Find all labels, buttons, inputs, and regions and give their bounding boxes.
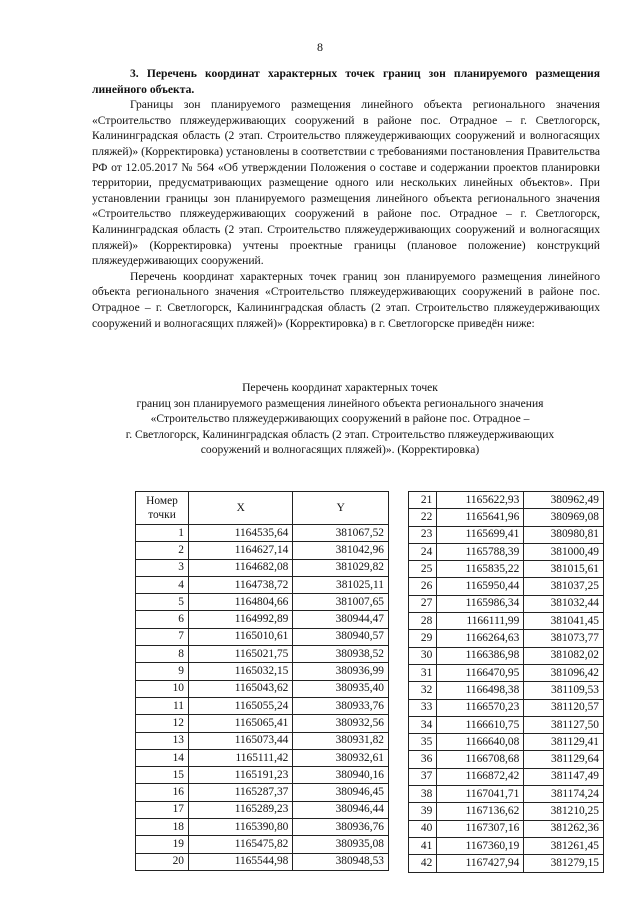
point-number: 6 xyxy=(136,611,189,628)
header-number-line1: Номер xyxy=(146,495,178,507)
point-number: 15 xyxy=(136,767,189,784)
table-row xyxy=(136,611,389,628)
coordinate-y: 380936,99 xyxy=(293,663,389,680)
point-number: 24 xyxy=(409,543,437,560)
coordinate-y: 380940,16 xyxy=(293,767,389,784)
coordinate-y: 381279,15 xyxy=(524,855,604,872)
coordinate-y: 381127,50 xyxy=(524,716,604,733)
coordinate-x: 1165021,75 xyxy=(189,646,293,663)
table-row xyxy=(136,784,389,801)
coordinate-y: 380946,44 xyxy=(293,801,389,818)
coordinate-x: 1165111,42 xyxy=(189,749,293,766)
coordinate-y: 381029,82 xyxy=(293,559,389,576)
point-number: 12 xyxy=(136,715,189,732)
caption-line: «Строительство пляжеудерживающих сооружений в районе пос. Отрадное – xyxy=(150,412,530,426)
point-number: 30 xyxy=(409,647,437,664)
coordinate-y: 381120,57 xyxy=(524,699,604,716)
coordinate-y: 380931,82 xyxy=(293,732,389,749)
coordinate-x: 1165390,80 xyxy=(189,819,293,836)
coordinate-x: 1164804,66 xyxy=(189,594,293,611)
header-number-line2: точки xyxy=(148,509,176,521)
table-row xyxy=(409,699,604,716)
table-caption xyxy=(60,380,620,458)
coordinate-x: 1165010,61 xyxy=(189,628,293,645)
table-row xyxy=(136,594,389,611)
coordinate-x: 1166470,95 xyxy=(437,664,524,681)
point-number: 33 xyxy=(409,699,437,716)
point-number: 38 xyxy=(409,786,437,803)
paragraph-1: Границы зон планируемого размещения линейного объекта регионального значения «Строительство пляжеудерживающих сооружений в районе пос. Отрадное – г. Светлогорск, Калининградская область (2 этап. Строительство пляжеудерживающих сооружений и волногасящих пляжей)» (Корректировка) установлены в соответствии с требованиями постановления Правительства РФ от 12.05.2017 № 564 «Об утверждении Положения о составе и содержании проектов планировки территории, предусматривающих размещение одного или нескольких линейных объектов». При установлении границы зон планируемого размещения линейного объекта регионального значения «Строительство пляжеудерживающих сооружений в районе пос. Отрадное – г. Светлогорск, Калининградская область (2 этап. Строительство пляжеудерживающих сооружений и волногасящих пляжей)» (Корректировка) учтены проектные границы (плановое положение) конструкций пляжеудерживающих сооружений. xyxy=(92,98,600,268)
coordinate-x: 1166708,68 xyxy=(437,751,524,768)
table-row xyxy=(136,542,389,559)
coordinate-y: 381073,77 xyxy=(524,630,604,647)
table-row xyxy=(409,820,604,837)
coordinate-x: 1164535,64 xyxy=(189,525,293,542)
coordinate-y: 381147,49 xyxy=(524,768,604,785)
table-row xyxy=(409,561,604,578)
coordinate-y: 381261,45 xyxy=(524,837,604,854)
coordinate-y: 381000,49 xyxy=(524,543,604,560)
table-row xyxy=(136,749,389,766)
point-number: 25 xyxy=(409,561,437,578)
coordinates-body-right xyxy=(409,492,604,873)
point-number: 34 xyxy=(409,716,437,733)
coordinate-y: 380935,40 xyxy=(293,680,389,697)
coordinate-x: 1165032,15 xyxy=(189,663,293,680)
caption-line: Перечень координат характерных точек xyxy=(242,381,438,394)
point-number: 4 xyxy=(136,576,189,593)
table-row xyxy=(409,682,604,699)
table-row xyxy=(136,697,389,714)
coordinate-x: 1165699,41 xyxy=(437,526,524,543)
page-number: 8 xyxy=(317,40,323,54)
coordinate-y: 381109,53 xyxy=(524,682,604,699)
table-row xyxy=(409,664,604,681)
section-text xyxy=(92,66,600,331)
point-number: 16 xyxy=(136,784,189,801)
point-number: 23 xyxy=(409,526,437,543)
coordinate-x: 1165986,34 xyxy=(437,595,524,612)
coordinate-x: 1166610,75 xyxy=(437,716,524,733)
coordinate-y: 381096,42 xyxy=(524,664,604,681)
coordinate-x: 1164992,89 xyxy=(189,611,293,628)
coordinate-y: 381129,41 xyxy=(524,734,604,751)
coordinate-x: 1165641,96 xyxy=(437,509,524,526)
point-number: 14 xyxy=(136,749,189,766)
table-row xyxy=(136,836,389,853)
column-header-x: X xyxy=(189,492,293,525)
table-row xyxy=(409,613,604,630)
caption-line: г. Светлогорск, Калининградская область (2 этап. Строительство пляжеудерживающих xyxy=(125,427,555,441)
column-header-y: Y xyxy=(293,492,389,525)
table-row xyxy=(136,801,389,818)
coordinate-x: 1165788,39 xyxy=(437,543,524,560)
table-row xyxy=(409,803,604,820)
point-number: 1 xyxy=(136,525,189,542)
point-number: 8 xyxy=(136,646,189,663)
coordinate-y: 381007,65 xyxy=(293,594,389,611)
point-number: 18 xyxy=(136,819,189,836)
coordinate-x: 1166640,08 xyxy=(437,734,524,751)
coordinate-y: 380944,47 xyxy=(293,611,389,628)
point-number: 2 xyxy=(136,542,189,559)
coordinate-x: 1166386,98 xyxy=(437,647,524,664)
table-row xyxy=(409,716,604,733)
point-number: 37 xyxy=(409,768,437,785)
paragraph-2: Перечень координат характерных точек границ зон планируемого размещения линейного объекта регионального значения «Строительство пляжеудерживающих сооружений в районе пос. Отрадное – г. Светлогорск, Калининградская область (2 этап. Строительство пляжеудерживающих сооружений и волногасящих пляжей)» (Корректировка) в г. Светлогорске приведён ниже: xyxy=(92,269,600,330)
point-number: 41 xyxy=(409,837,437,854)
point-number: 26 xyxy=(409,578,437,595)
coordinate-x: 1166111,99 xyxy=(437,613,524,630)
table-row xyxy=(409,543,604,560)
table-row xyxy=(136,767,389,784)
table-row xyxy=(136,663,389,680)
coordinate-x: 1166570,23 xyxy=(437,699,524,716)
coordinate-y: 381032,44 xyxy=(524,595,604,612)
coordinate-x: 1165289,23 xyxy=(189,801,293,818)
table-row xyxy=(136,646,389,663)
coordinate-y: 381041,45 xyxy=(524,613,604,630)
point-number: 7 xyxy=(136,628,189,645)
coordinate-x: 1166264,63 xyxy=(437,630,524,647)
table-row xyxy=(409,786,604,803)
table-row xyxy=(409,768,604,785)
coordinate-x: 1165835,22 xyxy=(437,561,524,578)
point-number: 42 xyxy=(409,855,437,872)
coordinate-x: 1165065,41 xyxy=(189,715,293,732)
point-number: 5 xyxy=(136,594,189,611)
coordinate-y: 381082,02 xyxy=(524,647,604,664)
column-header-number xyxy=(136,492,189,525)
point-number: 3 xyxy=(136,559,189,576)
coordinate-y: 380932,56 xyxy=(293,715,389,732)
coordinate-y: 380946,45 xyxy=(293,784,389,801)
table-row xyxy=(136,715,389,732)
table-row xyxy=(136,525,389,542)
table-row xyxy=(136,732,389,749)
coordinate-y: 380932,61 xyxy=(293,749,389,766)
point-number: 17 xyxy=(136,801,189,818)
coordinate-x: 1167427,94 xyxy=(437,855,524,872)
coordinate-x: 1165073,44 xyxy=(189,732,293,749)
coordinate-x: 1167041,71 xyxy=(437,786,524,803)
table-header-row xyxy=(136,492,389,525)
table-row xyxy=(136,628,389,645)
point-number: 27 xyxy=(409,595,437,612)
point-number: 19 xyxy=(136,836,189,853)
caption-line: границ зон планируемого размещения линейного объекта регионального значения xyxy=(136,396,544,410)
coordinate-x: 1164682,08 xyxy=(189,559,293,576)
table-row xyxy=(136,819,389,836)
point-number: 39 xyxy=(409,803,437,820)
coordinate-y: 380933,76 xyxy=(293,697,389,714)
coordinate-y: 381210,25 xyxy=(524,803,604,820)
coordinate-y: 380948,53 xyxy=(293,853,389,870)
point-number: 36 xyxy=(409,751,437,768)
coordinate-y: 381067,52 xyxy=(293,525,389,542)
point-number: 9 xyxy=(136,663,189,680)
coordinate-x: 1165043,62 xyxy=(189,680,293,697)
point-number: 20 xyxy=(136,853,189,870)
coordinate-y: 380969,08 xyxy=(524,509,604,526)
coordinate-y: 381015,61 xyxy=(524,561,604,578)
table-row xyxy=(409,751,604,768)
coordinate-y: 380935,08 xyxy=(293,836,389,853)
table-row xyxy=(409,734,604,751)
coordinate-y: 381262,36 xyxy=(524,820,604,837)
coordinate-x: 1167136,62 xyxy=(437,803,524,820)
point-number: 29 xyxy=(409,630,437,647)
table-row xyxy=(409,578,604,595)
coordinate-y: 380940,57 xyxy=(293,628,389,645)
point-number: 32 xyxy=(409,682,437,699)
coordinate-x: 1164738,72 xyxy=(189,576,293,593)
table-row xyxy=(136,559,389,576)
coordinates-body-left xyxy=(136,525,389,871)
coordinate-x: 1167307,16 xyxy=(437,820,524,837)
point-number: 35 xyxy=(409,734,437,751)
point-number: 22 xyxy=(409,509,437,526)
coordinate-x: 1165544,98 xyxy=(189,853,293,870)
table-row xyxy=(136,576,389,593)
coordinate-y: 381025,11 xyxy=(293,576,389,593)
coordinate-y: 381037,25 xyxy=(524,578,604,595)
coordinate-x: 1164627,14 xyxy=(189,542,293,559)
table-row xyxy=(136,680,389,697)
table-row xyxy=(409,492,604,509)
table-row xyxy=(409,509,604,526)
table-row xyxy=(409,595,604,612)
coordinate-x: 1166872,42 xyxy=(437,768,524,785)
coordinate-y: 381129,64 xyxy=(524,751,604,768)
coordinate-x: 1166498,38 xyxy=(437,682,524,699)
coordinate-x: 1167360,19 xyxy=(437,837,524,854)
table-row xyxy=(136,853,389,870)
coordinate-x: 1165475,82 xyxy=(189,836,293,853)
coordinate-y: 381174,24 xyxy=(524,786,604,803)
point-number: 21 xyxy=(409,492,437,509)
point-number: 13 xyxy=(136,732,189,749)
point-number: 11 xyxy=(136,697,189,714)
coordinate-y: 380980,81 xyxy=(524,526,604,543)
point-number: 10 xyxy=(136,680,189,697)
point-number: 31 xyxy=(409,664,437,681)
coordinate-x: 1165287,37 xyxy=(189,784,293,801)
table-row xyxy=(409,630,604,647)
table-row xyxy=(409,526,604,543)
coordinate-y: 380962,49 xyxy=(524,492,604,509)
coordinate-x: 1165622,93 xyxy=(437,492,524,509)
coordinate-x: 1165191,23 xyxy=(189,767,293,784)
coordinates-table-left xyxy=(135,491,389,871)
coordinates-table-right xyxy=(408,491,604,873)
coordinate-x: 1165055,24 xyxy=(189,697,293,714)
point-number: 40 xyxy=(409,820,437,837)
table-row xyxy=(409,855,604,872)
coordinate-x: 1165950,44 xyxy=(437,578,524,595)
section-heading: 3. Перечень координат характерных точек границ зон планируемого размещения линейного объекта. xyxy=(92,67,600,96)
coordinate-y: 380936,76 xyxy=(293,819,389,836)
table-row xyxy=(409,647,604,664)
coordinate-y: 381042,96 xyxy=(293,542,389,559)
point-number: 28 xyxy=(409,613,437,630)
caption-line: сооружений и волногасящих пляжей)». (Корректировка) xyxy=(200,443,480,457)
table-row xyxy=(409,837,604,854)
coordinate-y: 380938,52 xyxy=(293,646,389,663)
